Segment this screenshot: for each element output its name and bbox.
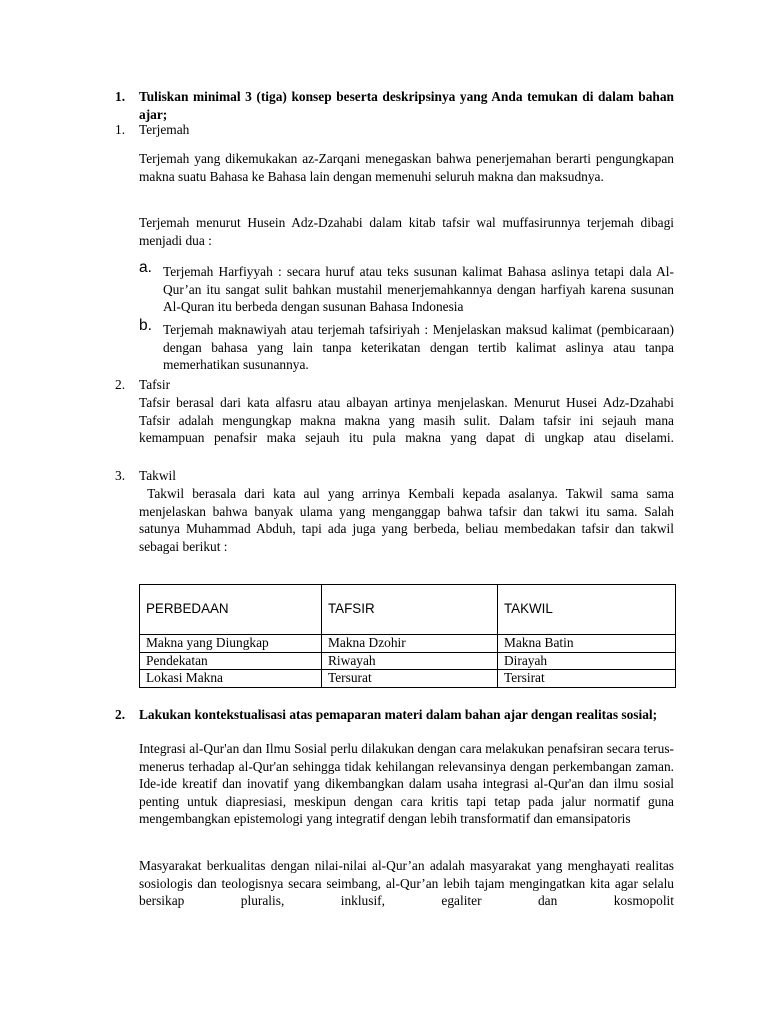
table-header-row [140, 585, 676, 635]
concept-2-paragraph-1: Tafsir berasal dari kata alfasru atau albayan artinya menjelaskan. Menurut Husei Adz-Dzahabi Tafsir adalah mengungkap makna makna yang masih sulit. Dalam tafsir ini sejauh mana kemampuan penafsir maka sejauh itu pula makna yang dapat di ungkap atau diselami. [139, 395, 674, 445]
question-2-paragraph-1: Integrasi al-Qur'an dan Ilmu Sosial perlu dilakukan dengan cara melakukan penafsiran secara terus-menerus terhadap al-Qur'an sehingga tidak kehilangan relevansinya dengan perkembangan zaman. Ide-ide kreatif dan inovatif yang dikembangkan dalam usaha integrasi al-Qur'an dan ilmu sosial penting untuk diapresiasi, meskipun dengan cara kritis tapi tetap pada jalur normatif guna mengembangkan epistemologi yang integratif dengan lebih transformatif dan emansipatoris [139, 741, 674, 826]
table-row [140, 652, 676, 670]
concept-3-paragraph-1: Takwil berasala dari kata aul yang arrinya Kembali kepada asalanya. Takwil sama sama menjelaskan bahwa banyak ulama yang menganggap bahwa tafsir dan takwi itu sama. Salah satunya Muhammad Abduh, tapi ada juga yang berbeda, beliau membedakan tafsir dan takwil sebagai berikut : [139, 486, 678, 554]
question-2-number: 2. [115, 707, 126, 722]
concept-1-paragraph-2: Terjemah menurut Husein Adz-Dzahabi dalam kitab tafsir wal muffasirunnya terjemah dibagi menjadi dua : [139, 215, 674, 248]
subitem-a-text: Terjemah Harfiyyah : secara huruf atau teks susunan kalimat Bahasa aslinya tetapi dala Al-Qur’an itu sangat sulit bahkan mustahil menerjemahkannya dengan harfiyah karena susunan Al-Quran itu berbeda dengan susunan Bahasa Indonesia [163, 264, 674, 314]
concept-1-title: Terjemah [139, 122, 190, 137]
comparison-table [139, 584, 676, 688]
concept-1-number: 1. [115, 122, 126, 137]
table-cell: Riwayah [322, 652, 498, 670]
table-cell: Makna yang Diungkap [140, 635, 322, 653]
table-cell: Tersirat [498, 670, 676, 688]
table-cell: Lokasi Makna [140, 670, 322, 688]
table-header-cell: TAKWIL [498, 585, 676, 635]
table-row [140, 635, 676, 653]
concept-2-title: Tafsir [139, 377, 171, 392]
concept-3-number: 3. [115, 468, 126, 483]
table-header-cell: TAFSIR [322, 585, 498, 635]
question-1-text: Tuliskan minimal 3 (tiga) konsep beserta deskripsinya yang Anda temukan di dalam bahan ajar; [139, 89, 674, 122]
question-2-paragraph-2: Masyarakat berkualitas dengan nilai-nilai al-Qur’an adalah masyarakat yang menghayati realitas sosiologis dan teologisnya secara seimbang, al-Qur’an lebih tajam mengingatkan kita agar selalu bersikap pluralis, inklusif, egaliter dan kosmopolit [139, 858, 674, 908]
table-cell: Pendekatan [140, 652, 322, 670]
concept-1-paragraph-1: Terjemah yang dikemukakan az-Zarqani menegaskan bahwa penerjemahan berarti pengungkapan makna suatu Bahasa ke Bahasa lain dengan memenuhi seluruh makna dan maksudnya. [139, 151, 674, 184]
table-cell: Makna Batin [498, 635, 676, 653]
concept-3-title: Takwil [139, 468, 176, 483]
question-1-number: 1. [115, 89, 126, 104]
table-row [140, 670, 676, 688]
table-cell: Tersurat [322, 670, 498, 688]
subitem-b-text: Terjemah maknawiyah atau terjemah tafsiriyah : Menjelaskan maksud kalimat (pembicaraan) dengan bahasa yang lain tanpa keterikatan dengan tertib kalimat aslinya atau tanpa memerhatikan susunannya. [163, 322, 674, 372]
subitem-a-label: a. [139, 259, 152, 276]
question-2-text: Lakukan kontekstualisasi atas pemaparan materi dalam bahan ajar dengan realitas sosial; [139, 707, 658, 722]
subitem-b-label: b. [139, 317, 152, 334]
table-cell: Makna Dzohir [322, 635, 498, 653]
table-cell: Dirayah [498, 652, 676, 670]
table-header-cell: PERBEDAAN [140, 585, 322, 635]
concept-2-number: 2. [115, 377, 126, 392]
